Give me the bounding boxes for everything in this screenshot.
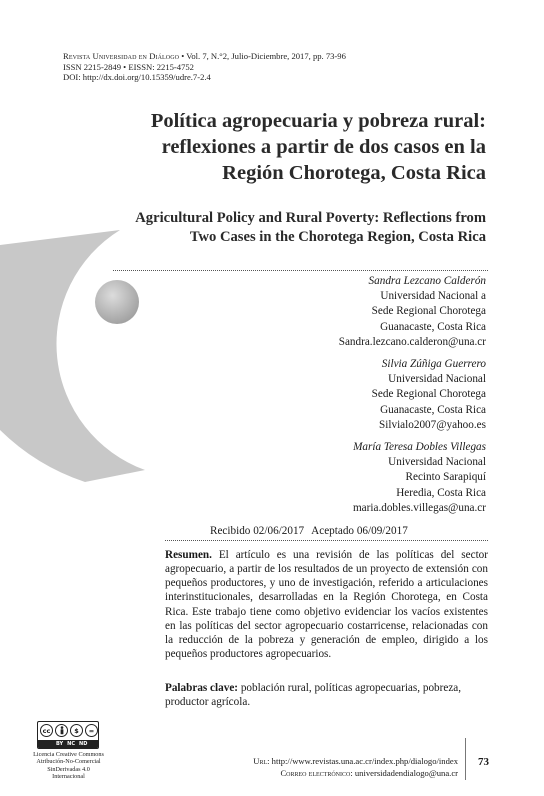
author-email-link[interactable]: Sandra.lezcano.calderon@una.cr [338, 335, 486, 348]
title-english [66, 209, 486, 247]
journal-name: Revista Universidad en Diálogo [63, 51, 180, 61]
author-entry [226, 274, 486, 350]
non-commercial-icon: $ [70, 724, 83, 737]
abstract-label: Resumen. [165, 549, 212, 561]
author-name: Sandra Lezcano Calderón [368, 275, 486, 287]
author-location: Guanacaste, Costa Rica [380, 320, 486, 333]
cc-tag: NC [67, 741, 76, 747]
title-english-line: Agricultural Policy and Rural Poverty: Reflections from [135, 210, 486, 226]
cc-icons-row [40, 724, 98, 737]
author-affiliation: Universidad Nacional a [380, 290, 486, 303]
footer-divider [465, 738, 466, 780]
author-affiliation: Universidad Nacional [388, 456, 486, 469]
abstract-paragraph [165, 548, 488, 661]
author-affiliation: Recinto Sarapiquí [405, 471, 486, 484]
title-english-line: Two Cases in the Chorotega Region, Costa Rica [189, 229, 486, 245]
license-line: SinDerivadas 4.0 Internacional [47, 765, 90, 781]
person-icon [58, 726, 66, 735]
cc-tag: BY [56, 741, 64, 747]
dates-line [210, 524, 408, 538]
cc-icon: cc [40, 724, 53, 737]
author-location: Guanacaste, Costa Rica [380, 403, 486, 416]
cc-tags-row [56, 740, 87, 748]
journal-email-link[interactable]: universidadendialogo@una.cr [352, 767, 458, 778]
by-person-icon [55, 724, 68, 737]
license-block [33, 721, 104, 781]
journal-citation: • Vol. 7, N.°2, Julio-Diciembre, 2017, pp. 73-96 [179, 51, 346, 61]
author-email-link[interactable]: Silvialo2007@yahoo.es [379, 418, 486, 431]
no-derivatives-icon: = [85, 724, 98, 737]
author-affiliation: Sede Regional Chorotega [371, 305, 486, 318]
author-affiliation: Universidad Nacional [388, 373, 486, 386]
keywords-label: Palabras clave: [165, 682, 239, 694]
title-spanish-line: Política agropecuaria y pobreza rural: [150, 110, 486, 132]
received-date: Recibido 02/06/2017 [210, 525, 305, 537]
issn-line: ISSN 2215-2849 • EISSN: 2215-4752 [63, 61, 194, 72]
author-location: Heredia, Costa Rica [396, 486, 486, 499]
author-name: María Teresa Dobles Villegas [353, 441, 486, 454]
creative-commons-badge[interactable] [37, 721, 99, 749]
author-entry [226, 440, 486, 516]
gray-arc-shape [0, 230, 145, 482]
dotted-divider [113, 270, 488, 271]
abstract-text: El artículo es una revisión de las políticas del sector agropecuario, a partir de los resultados de un proyecto de extensión con pequeños productores, y uno de investigación, referido a articulaciones interinstitucionales, desarrolladas en la Región Chorotega, en Costa Rica. Este trabajo tiene como objetivo evidenciar los vacíos existentes en las políticas del sector agropecuario costarricense, relacionadas con la reducción de la pobreza y generación de empleo, dirigido a los pequeños productores agropecuarios. [165, 549, 488, 661]
license-line: Licencia Creative Commons [33, 751, 104, 758]
keywords-paragraph [165, 681, 488, 709]
author-entry [226, 357, 486, 433]
author-affiliation: Sede Regional Chorotega [371, 388, 486, 401]
dotted-divider [165, 540, 488, 541]
cc-tag: ND [79, 741, 88, 747]
title-spanish [66, 108, 486, 186]
authors-block [226, 274, 486, 523]
accepted-date: Aceptado 06/09/2017 [311, 525, 408, 537]
email-label: Correo electrónico: [280, 767, 353, 778]
journal-url-link[interactable]: http://www.revistas.una.ac.cr/index.php/dialogo/index [269, 756, 458, 766]
author-email-link[interactable]: maria.dobles.villegas@una.cr [352, 501, 486, 514]
gray-ball-shape [95, 280, 139, 324]
page-number: 73 [478, 756, 489, 768]
doi-link[interactable]: DOI: http://dx.doi.org/10.15359/udre.7-2.4 [63, 72, 211, 82]
title-spanish-line: reflexiones a partir de dos casos en la [161, 136, 486, 158]
url-label: Url: [253, 756, 270, 766]
title-spanish-line: Región Chorotega, Costa Rica [222, 162, 486, 184]
author-name: Silvia Zúñiga Guerrero [381, 358, 486, 371]
license-line: Atribución-No-Comercial [36, 758, 101, 766]
journal-header [63, 51, 346, 83]
page-footer [253, 756, 458, 779]
keywords-text: población rural, políticas agropecuarias, pobreza, productor agrícola. [165, 682, 462, 709]
license-text [31, 751, 106, 781]
